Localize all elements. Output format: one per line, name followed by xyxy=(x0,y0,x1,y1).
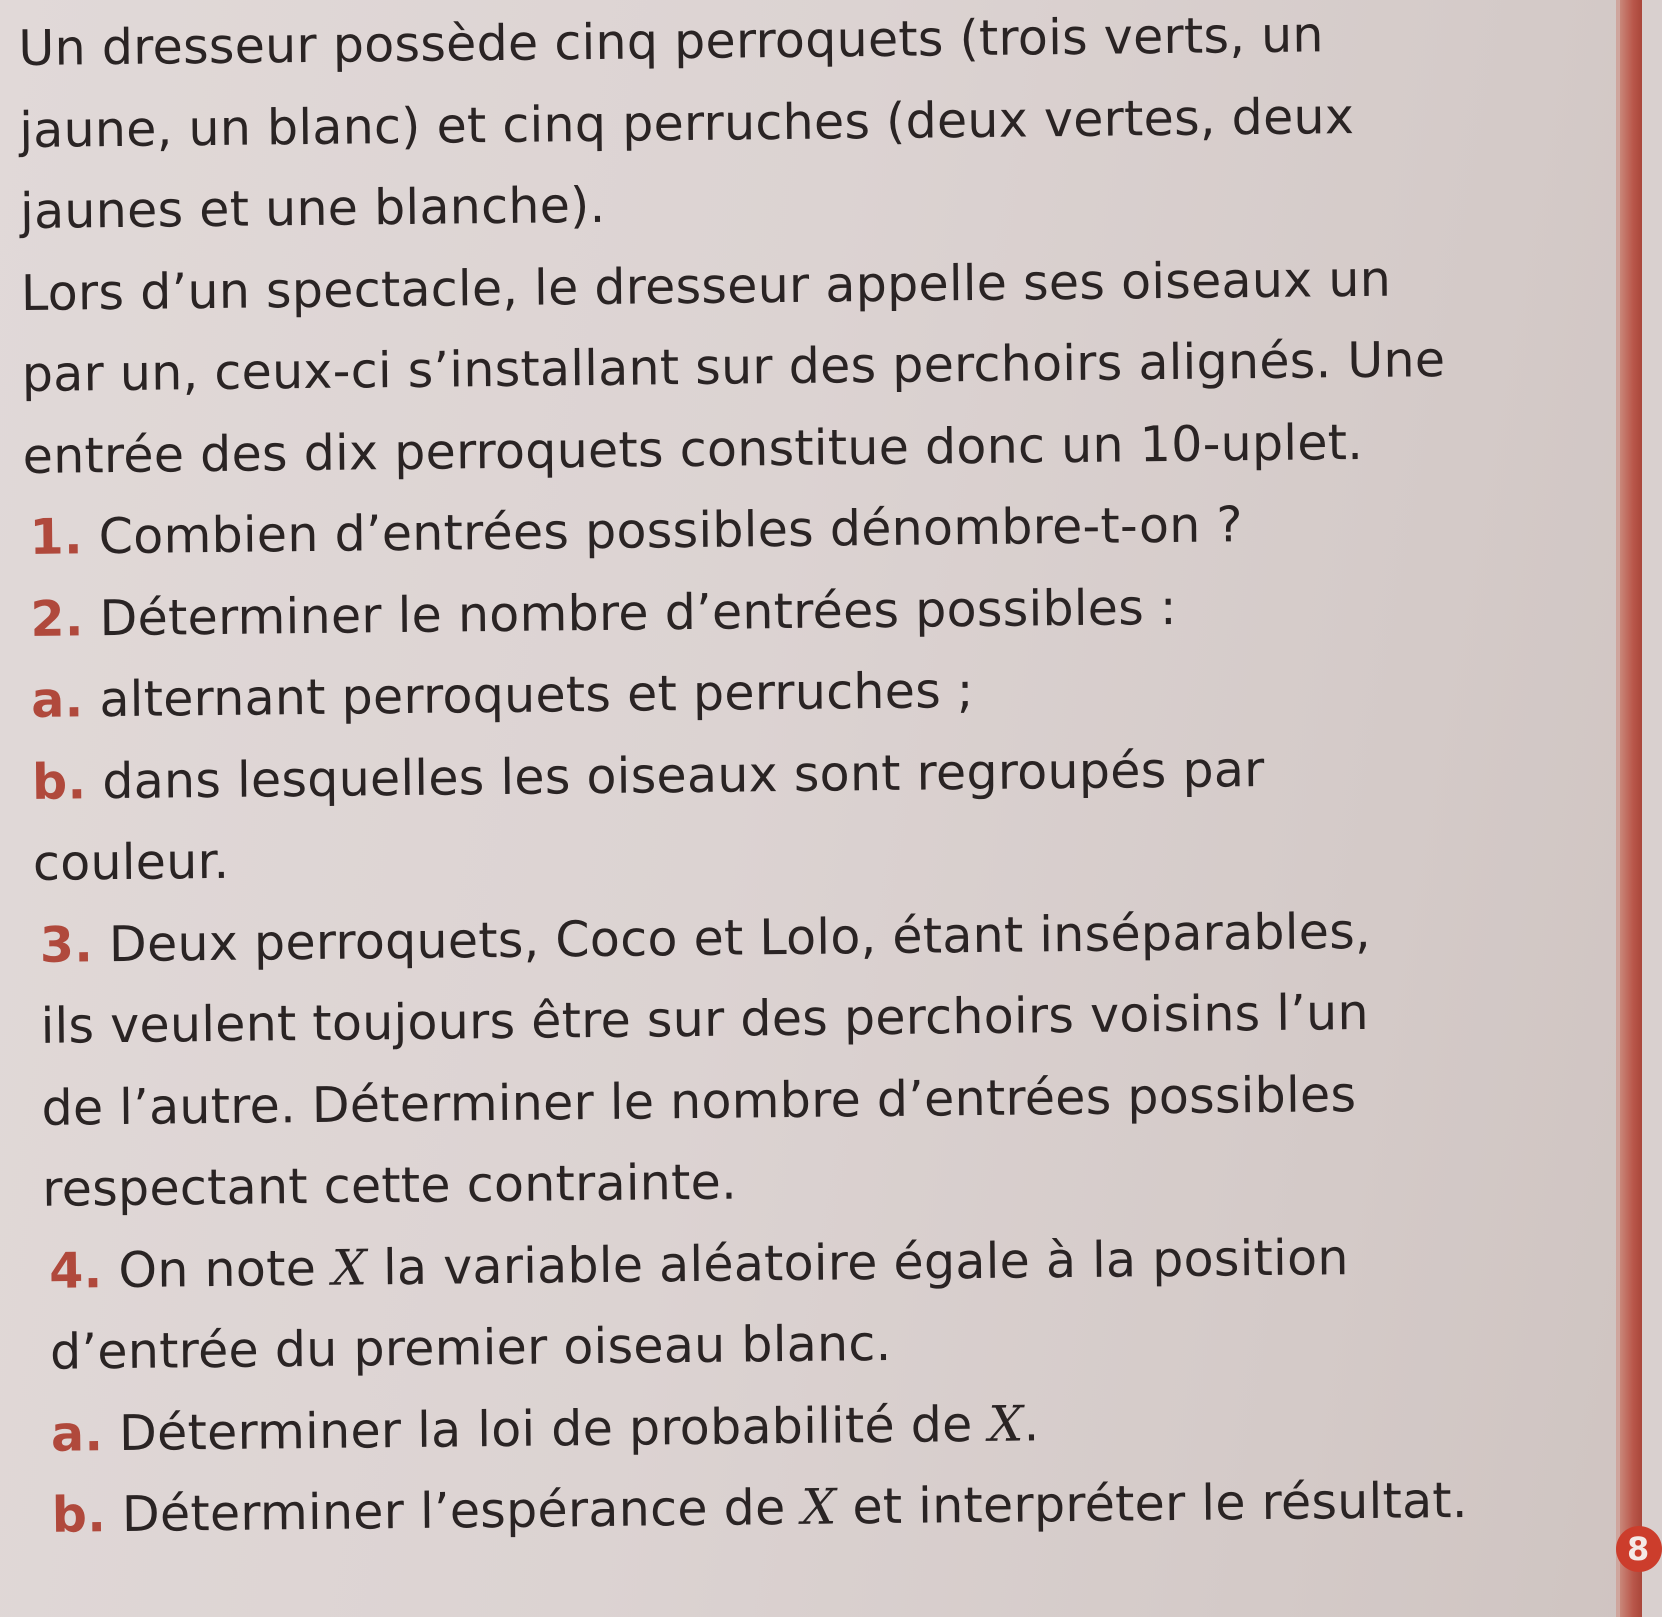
subquestion-text: . xyxy=(1023,1394,1040,1453)
subquestion-text: Déterminer la loi de probabilité de xyxy=(102,1395,989,1462)
question-number: 3. xyxy=(39,915,94,974)
question-text: Deux perroquets, Coco et Lolo, étant inséparables, xyxy=(92,902,1372,973)
intro-line: jaunes et une blanche). xyxy=(19,176,606,240)
question-2b-cont: couleur. xyxy=(32,832,230,892)
subquestion-text: et interpréter le résultat. xyxy=(836,1471,1469,1536)
intro-line: entrée des dix perroquets constitue donc un 10-uplet. xyxy=(22,413,1364,485)
question-3-cont: respectant cette contrainte. xyxy=(42,1153,738,1218)
math-variable: X xyxy=(988,1395,1024,1453)
margin-band xyxy=(1620,0,1642,1617)
subquestion-text: Déterminer l’espérance de xyxy=(105,1478,802,1544)
question-number: 2. xyxy=(30,589,85,648)
question-4-cont: d’entrée du premier oiseau blanc. xyxy=(49,1314,892,1381)
question-number: 1. xyxy=(29,508,84,566)
question-text: On note xyxy=(102,1239,333,1299)
subquestion-label: a. xyxy=(30,671,84,729)
question-4b xyxy=(33,1459,1594,1557)
question-number: 4. xyxy=(48,1241,103,1300)
subquestion-label: b. xyxy=(31,752,87,811)
page-number-badge: 8 xyxy=(1616,1526,1662,1572)
question-3-cont: de l’autre. Déterminer le nombre d’entrées possibles xyxy=(41,1065,1357,1137)
question-3-cont: ils veulent toujours être sur des perchoirs voisins l’un xyxy=(40,983,1370,1055)
intro-line: Un dresseur possède cinq perroquets (trois verts, un xyxy=(18,6,1325,77)
subquestion-label: b. xyxy=(51,1486,107,1544)
subquestion-text: dans lesquelles les oiseaux sont regroupés par xyxy=(86,740,1265,810)
question-text: Combien d’entrées possibles dénombre-t-on ? xyxy=(82,496,1244,566)
intro-line: par un, ceux-ci s’installant sur des perchoirs alignés. Une xyxy=(21,331,1446,403)
question-text: Déterminer le nombre d’entrées possibles : xyxy=(83,578,1178,647)
exercise-text xyxy=(18,0,1594,1556)
intro-line: jaune, un blanc) et cinq perruches (deux vertes, deux xyxy=(18,87,1355,159)
math-variable: X xyxy=(801,1478,837,1536)
subquestion-text: alternant perroquets et perruches ; xyxy=(83,662,974,729)
subquestion-label: a. xyxy=(50,1404,104,1463)
math-variable: X xyxy=(331,1238,368,1297)
question-text: la variable aléatoire égale à la position xyxy=(366,1228,1349,1296)
intro-line: Lors d’un spectacle, le dresseur appelle ses oiseaux un xyxy=(20,250,1392,322)
